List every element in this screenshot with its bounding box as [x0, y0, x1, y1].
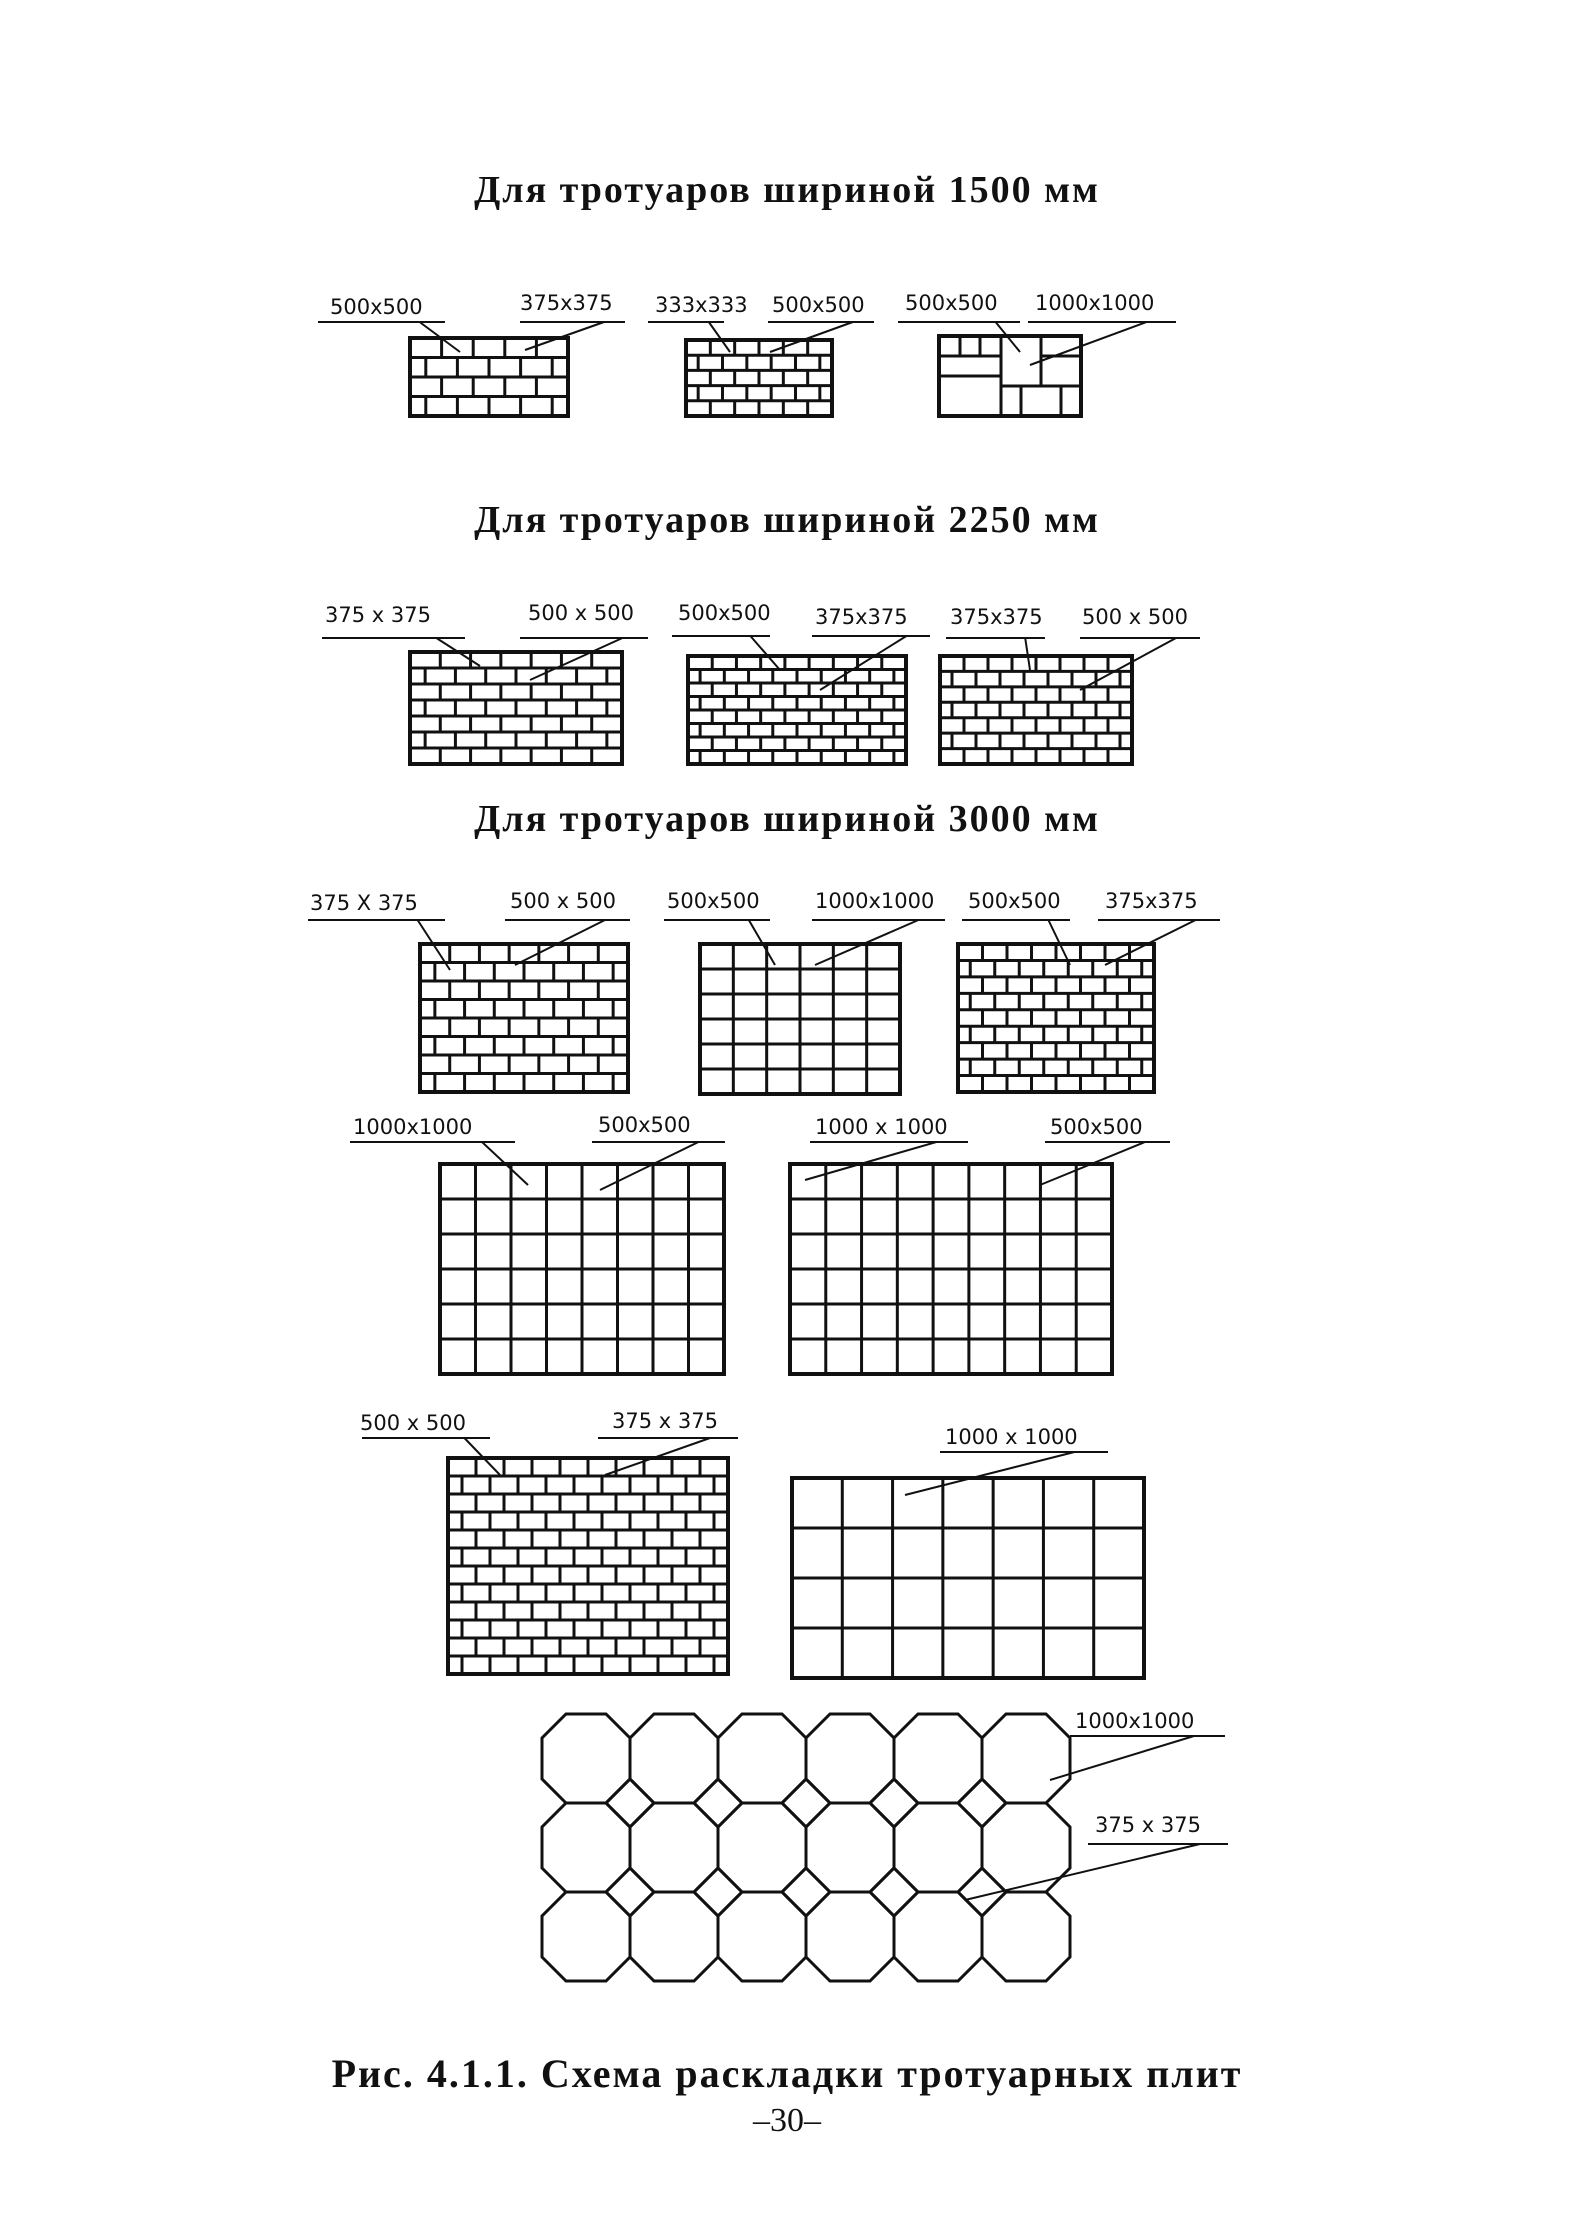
label-e1: 500x500 [678, 601, 771, 625]
diamond-insert-tile [694, 1868, 742, 1916]
label-i2: 375x375 [1105, 889, 1198, 913]
label-a1: 500x500 [330, 295, 423, 319]
label-l2: 375 x 375 [612, 1409, 718, 1433]
label-a2: 375x375 [520, 291, 613, 315]
label-n1: 1000x1000 [1075, 1709, 1195, 1733]
label-h2: 1000x1000 [815, 889, 935, 913]
label-k1: 1000 x 1000 [815, 1115, 948, 1139]
octagon-tile [894, 1714, 982, 1803]
octagon-tile [806, 1892, 894, 1981]
label-g2: 500 x 500 [510, 889, 616, 913]
label-c1: 500x500 [905, 291, 998, 315]
label-g1: 375 X 375 [310, 891, 418, 915]
label-c2: 1000x1000 [1035, 291, 1155, 315]
octagon-tile [630, 1803, 718, 1892]
heading-2250: Для тротуаров шириной 2250 мм [474, 499, 1100, 541]
octagon-tile [718, 1803, 806, 1892]
octagon-tile [982, 1714, 1070, 1803]
octagon-tile [630, 1892, 718, 1981]
leader-pointer [965, 1844, 1200, 1900]
octagon-tile [542, 1714, 630, 1803]
label-m1: 1000 x 1000 [945, 1425, 1078, 1449]
label-b2: 500x500 [772, 293, 865, 317]
octagon-tile [806, 1803, 894, 1892]
leader-pointer [805, 1142, 936, 1180]
page-number: –30– [753, 2102, 821, 2139]
leader-pointer [750, 636, 780, 670]
octagon-tile [718, 1714, 806, 1803]
leader-pointer [770, 322, 853, 352]
label-l1: 500 x 500 [360, 1411, 466, 1435]
label-b1: 333x333 [655, 293, 748, 317]
label-j2: 500x500 [598, 1113, 691, 1137]
label-f1: 375x375 [950, 605, 1043, 629]
label-k2: 500x500 [1050, 1115, 1143, 1139]
leader-pointer [1080, 638, 1176, 690]
octagon-tile [542, 1892, 630, 1981]
diamond-insert-tile [606, 1779, 654, 1827]
label-f2: 500 x 500 [1082, 605, 1188, 629]
diamond-insert-tile [958, 1779, 1006, 1827]
heading-1500: Для тротуаров шириной 1500 мм [474, 169, 1100, 211]
label-j1: 1000x1000 [353, 1115, 473, 1139]
diamond-insert-tile [782, 1868, 830, 1916]
octagon-tile [894, 1803, 982, 1892]
octagon-tile [718, 1892, 806, 1981]
diamond-insert-tile [694, 1779, 742, 1827]
diamond-insert-tile [782, 1779, 830, 1827]
leader-pointer [1050, 1736, 1194, 1780]
octagon-tile [806, 1714, 894, 1803]
label-n2: 375 x 375 [1095, 1813, 1201, 1837]
label-d2: 500 x 500 [528, 601, 634, 625]
figure-caption: Рис. 4.1.1. Схема раскладки тротуарных плит [331, 2051, 1243, 2096]
label-d1: 375 x 375 [325, 603, 431, 627]
octagon-tile [630, 1714, 718, 1803]
octagon-tile [894, 1892, 982, 1981]
heading-3000: Для тротуаров шириной 3000 мм [474, 798, 1100, 840]
label-h1: 500x500 [667, 889, 760, 913]
leader-pointer [1030, 322, 1146, 365]
diamond-insert-tile [606, 1868, 654, 1916]
diamond-insert-tile [870, 1779, 918, 1827]
leader-pointer [709, 322, 730, 352]
label-i1: 500x500 [968, 889, 1061, 913]
leader-pointer [905, 1452, 1074, 1495]
label-e2: 375x375 [815, 605, 908, 629]
octagon-tile [982, 1892, 1070, 1981]
octagon-tile [542, 1803, 630, 1892]
diamond-insert-tile [870, 1868, 918, 1916]
